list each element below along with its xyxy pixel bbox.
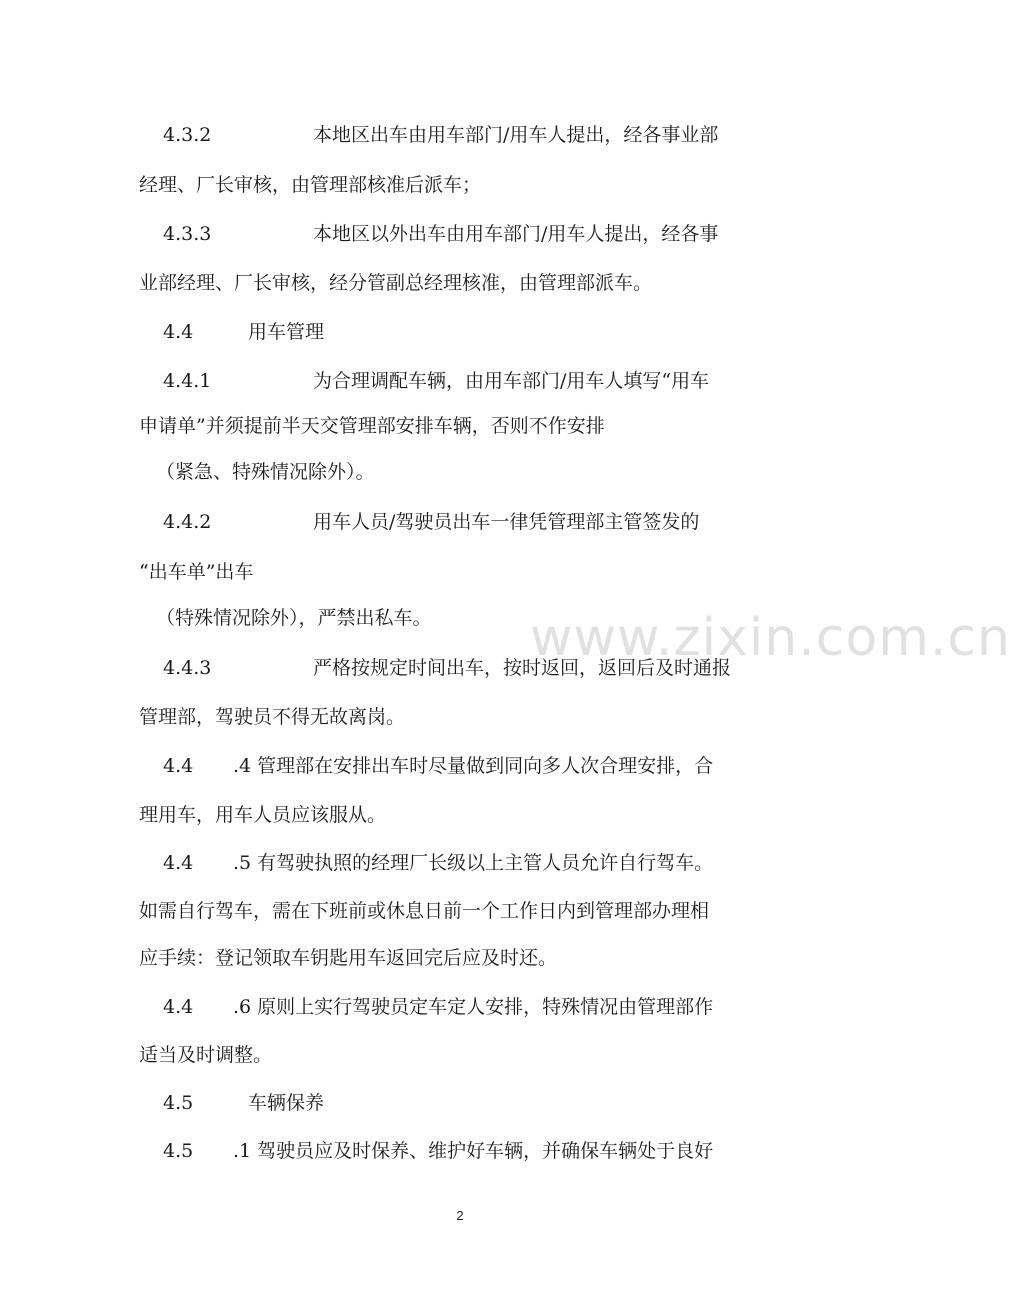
page-number: 2 <box>456 1208 464 1223</box>
clause-text: .4 管理部在安排出车时尽量做到同向多人次合理安排，合 <box>233 755 714 777</box>
clause-text: 应手续：登记领取车钥匙用车返回完后应及时还。 <box>139 947 558 969</box>
clause-text: 业部经理、厂长审核，经分管副总经理核准，由管理部派车。 <box>139 272 653 294</box>
clause-text: 管理部，驾驶员不得无故离岗。 <box>139 706 406 728</box>
clause-text: 如需自行驾车，需在下班前或休息日前一个工作日内到管理部办理相 <box>139 900 710 922</box>
clause-number: 4.4.1 <box>163 370 212 392</box>
clause-text: .6 原则上实行驾驶员定车定人安排，特殊情况由管理部作 <box>233 996 714 1018</box>
clause-text: 理用车，用车人员应该服从。 <box>139 804 387 826</box>
section-number: 4.5 <box>163 1092 194 1114</box>
watermark: www.zixin.com.cn <box>530 608 1011 668</box>
clause-number: 4.4 <box>163 852 194 874</box>
clause-text: （特殊情况除外），严禁出私车。 <box>156 607 432 629</box>
clause-text: 本地区出车由用车部门/用车人提出，经各事业部 <box>313 124 719 146</box>
clause-text: 适当及时调整。 <box>139 1044 273 1066</box>
section-title: 车辆保养 <box>248 1092 325 1114</box>
clause-text: .1 驾驶员应及时保养、维护好车辆，并确保车辆处于良好 <box>233 1140 714 1162</box>
clause-text: 本地区以外出车由用车部门/用车人提出，经各事 <box>313 223 719 245</box>
clause-number: 4.4.2 <box>163 511 212 533</box>
section-number: 4.4 <box>163 321 194 343</box>
clause-text: 申请单”并须提前半天交管理部安排车辆，否则不作安排 <box>139 415 605 437</box>
clause-text: 严格按规定时间出车，按时返回，返回后及时通报 <box>313 657 732 679</box>
clause-text: （紧急、特殊情况除外）。 <box>156 461 375 483</box>
clause-text: “出车单”出车 <box>139 561 254 583</box>
clause-number: 4.4 <box>163 755 194 777</box>
clause-text: 用车人员/驾驶员出车一律凭管理部主管签发的 <box>313 511 700 533</box>
clause-number: 4.3.2 <box>163 124 212 146</box>
section-title: 用车管理 <box>248 321 325 343</box>
clause-text: 经理、厂长审核，由管理部核准后派车； <box>139 174 482 196</box>
clause-number: 4.3.3 <box>163 223 212 245</box>
clause-text: .5 有驾驶执照的经理厂长级以上主管人员允许自行驾车。 <box>233 852 714 874</box>
clause-number: 4.4 <box>163 996 194 1018</box>
clause-number: 4.5 <box>163 1140 194 1162</box>
clause-text: 为合理调配车辆，由用车部门/用车人填写“用车 <box>313 370 710 392</box>
clause-number: 4.4.3 <box>163 657 212 679</box>
